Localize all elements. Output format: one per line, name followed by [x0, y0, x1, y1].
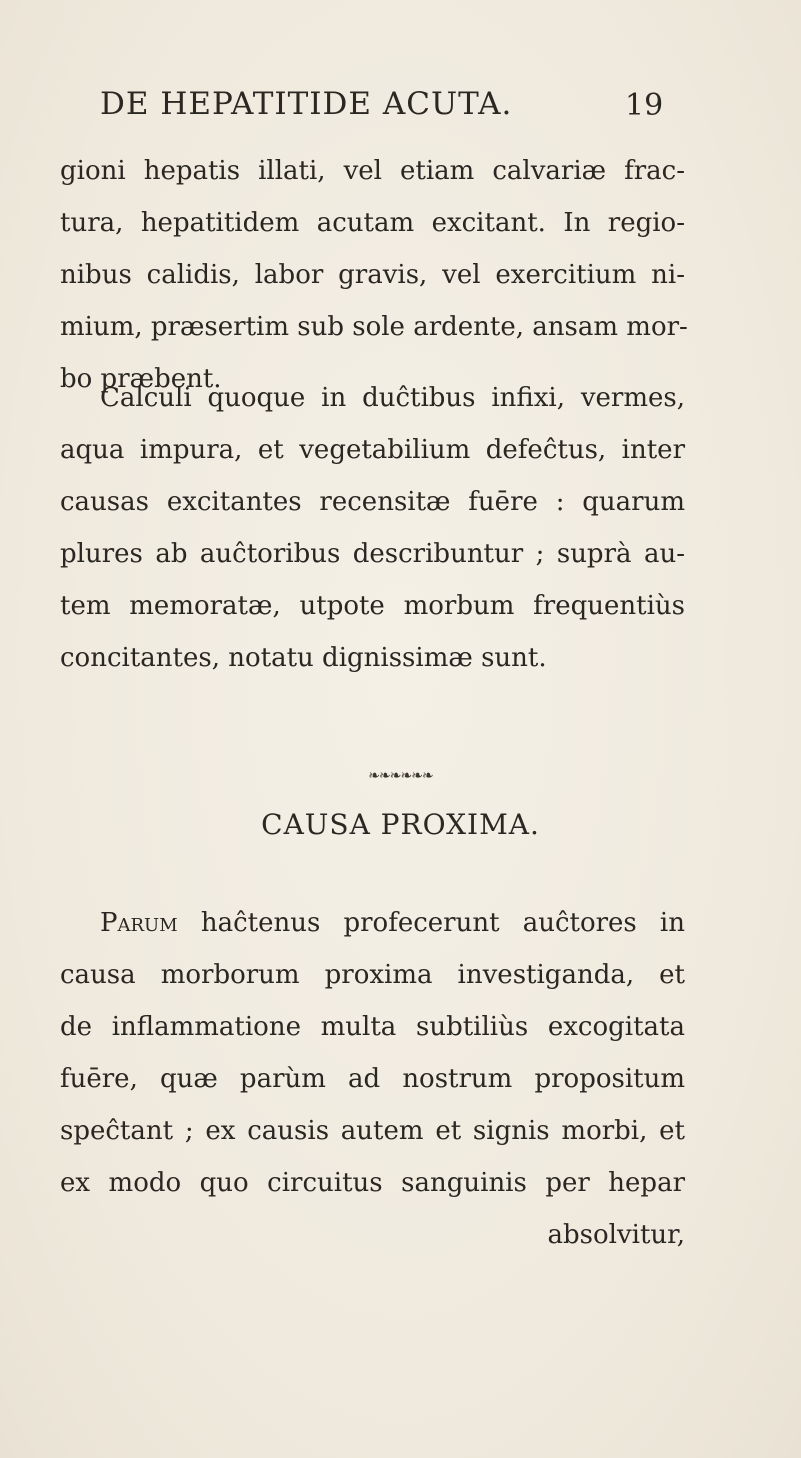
- text-line: mium, præsertim sub sole ardente, ansam mor-: [60, 312, 688, 342]
- text-line: concitantes, notatu dignissimæ sunt.: [60, 643, 547, 673]
- text-line-last: absolvitur,: [547, 1220, 685, 1250]
- running-head: [0, 86, 801, 130]
- drop-word: Parum: [100, 908, 178, 938]
- text-line: bo præbent.: [60, 364, 222, 394]
- text-line-first: [60, 897, 685, 949]
- paragraph-3: [60, 897, 685, 1261]
- text-line: fuēre, quæ parùm ad nostrum propositum: [60, 1064, 685, 1094]
- text-line: tem memoratæ, utpote morbum frequentiùs: [60, 591, 685, 621]
- text-line: causas excitantes recensitæ fuēre : quarum: [60, 487, 685, 517]
- text-line: tura, hepatitidem acutam excitant. In regio-: [60, 208, 685, 238]
- text-line: speĉtant ; ex causis autem et signis morbi, et: [60, 1116, 685, 1146]
- text-line: nibus calidis, labor gravis, vel exercitium ni-: [60, 260, 685, 290]
- paragraph-1: [60, 145, 688, 405]
- text-line: causa morborum proxima investiganda, et: [60, 960, 685, 990]
- text-line: aqua impura, et vegetabilium defeĉtus, inter: [60, 435, 685, 465]
- running-title: DE HEPATITIDE ACUTA.: [100, 86, 513, 122]
- text-line: Calculi quoque in duĉtibus infixi, vermes,: [100, 383, 685, 413]
- first-line-rest: haĉtenus profecerunt auĉtores in: [177, 908, 685, 938]
- section-heading: CAUSA PROXIMA.: [261, 808, 540, 841]
- text-line: plures ab auĉtoribus describuntur ; suprà au-: [60, 539, 685, 569]
- text-line: ex modo quo circuitus sanguinis per hepar: [60, 1168, 685, 1198]
- page-number: 19: [625, 88, 664, 123]
- text-line: de inflammatione multa subtiliùs excogitata: [60, 1012, 685, 1042]
- text-line: gioni hepatis illati, vel etiam calvariæ frac-: [60, 156, 685, 186]
- paragraph-2: [60, 372, 685, 684]
- ornament-divider: ❧❧❧❧❧❧: [368, 768, 433, 784]
